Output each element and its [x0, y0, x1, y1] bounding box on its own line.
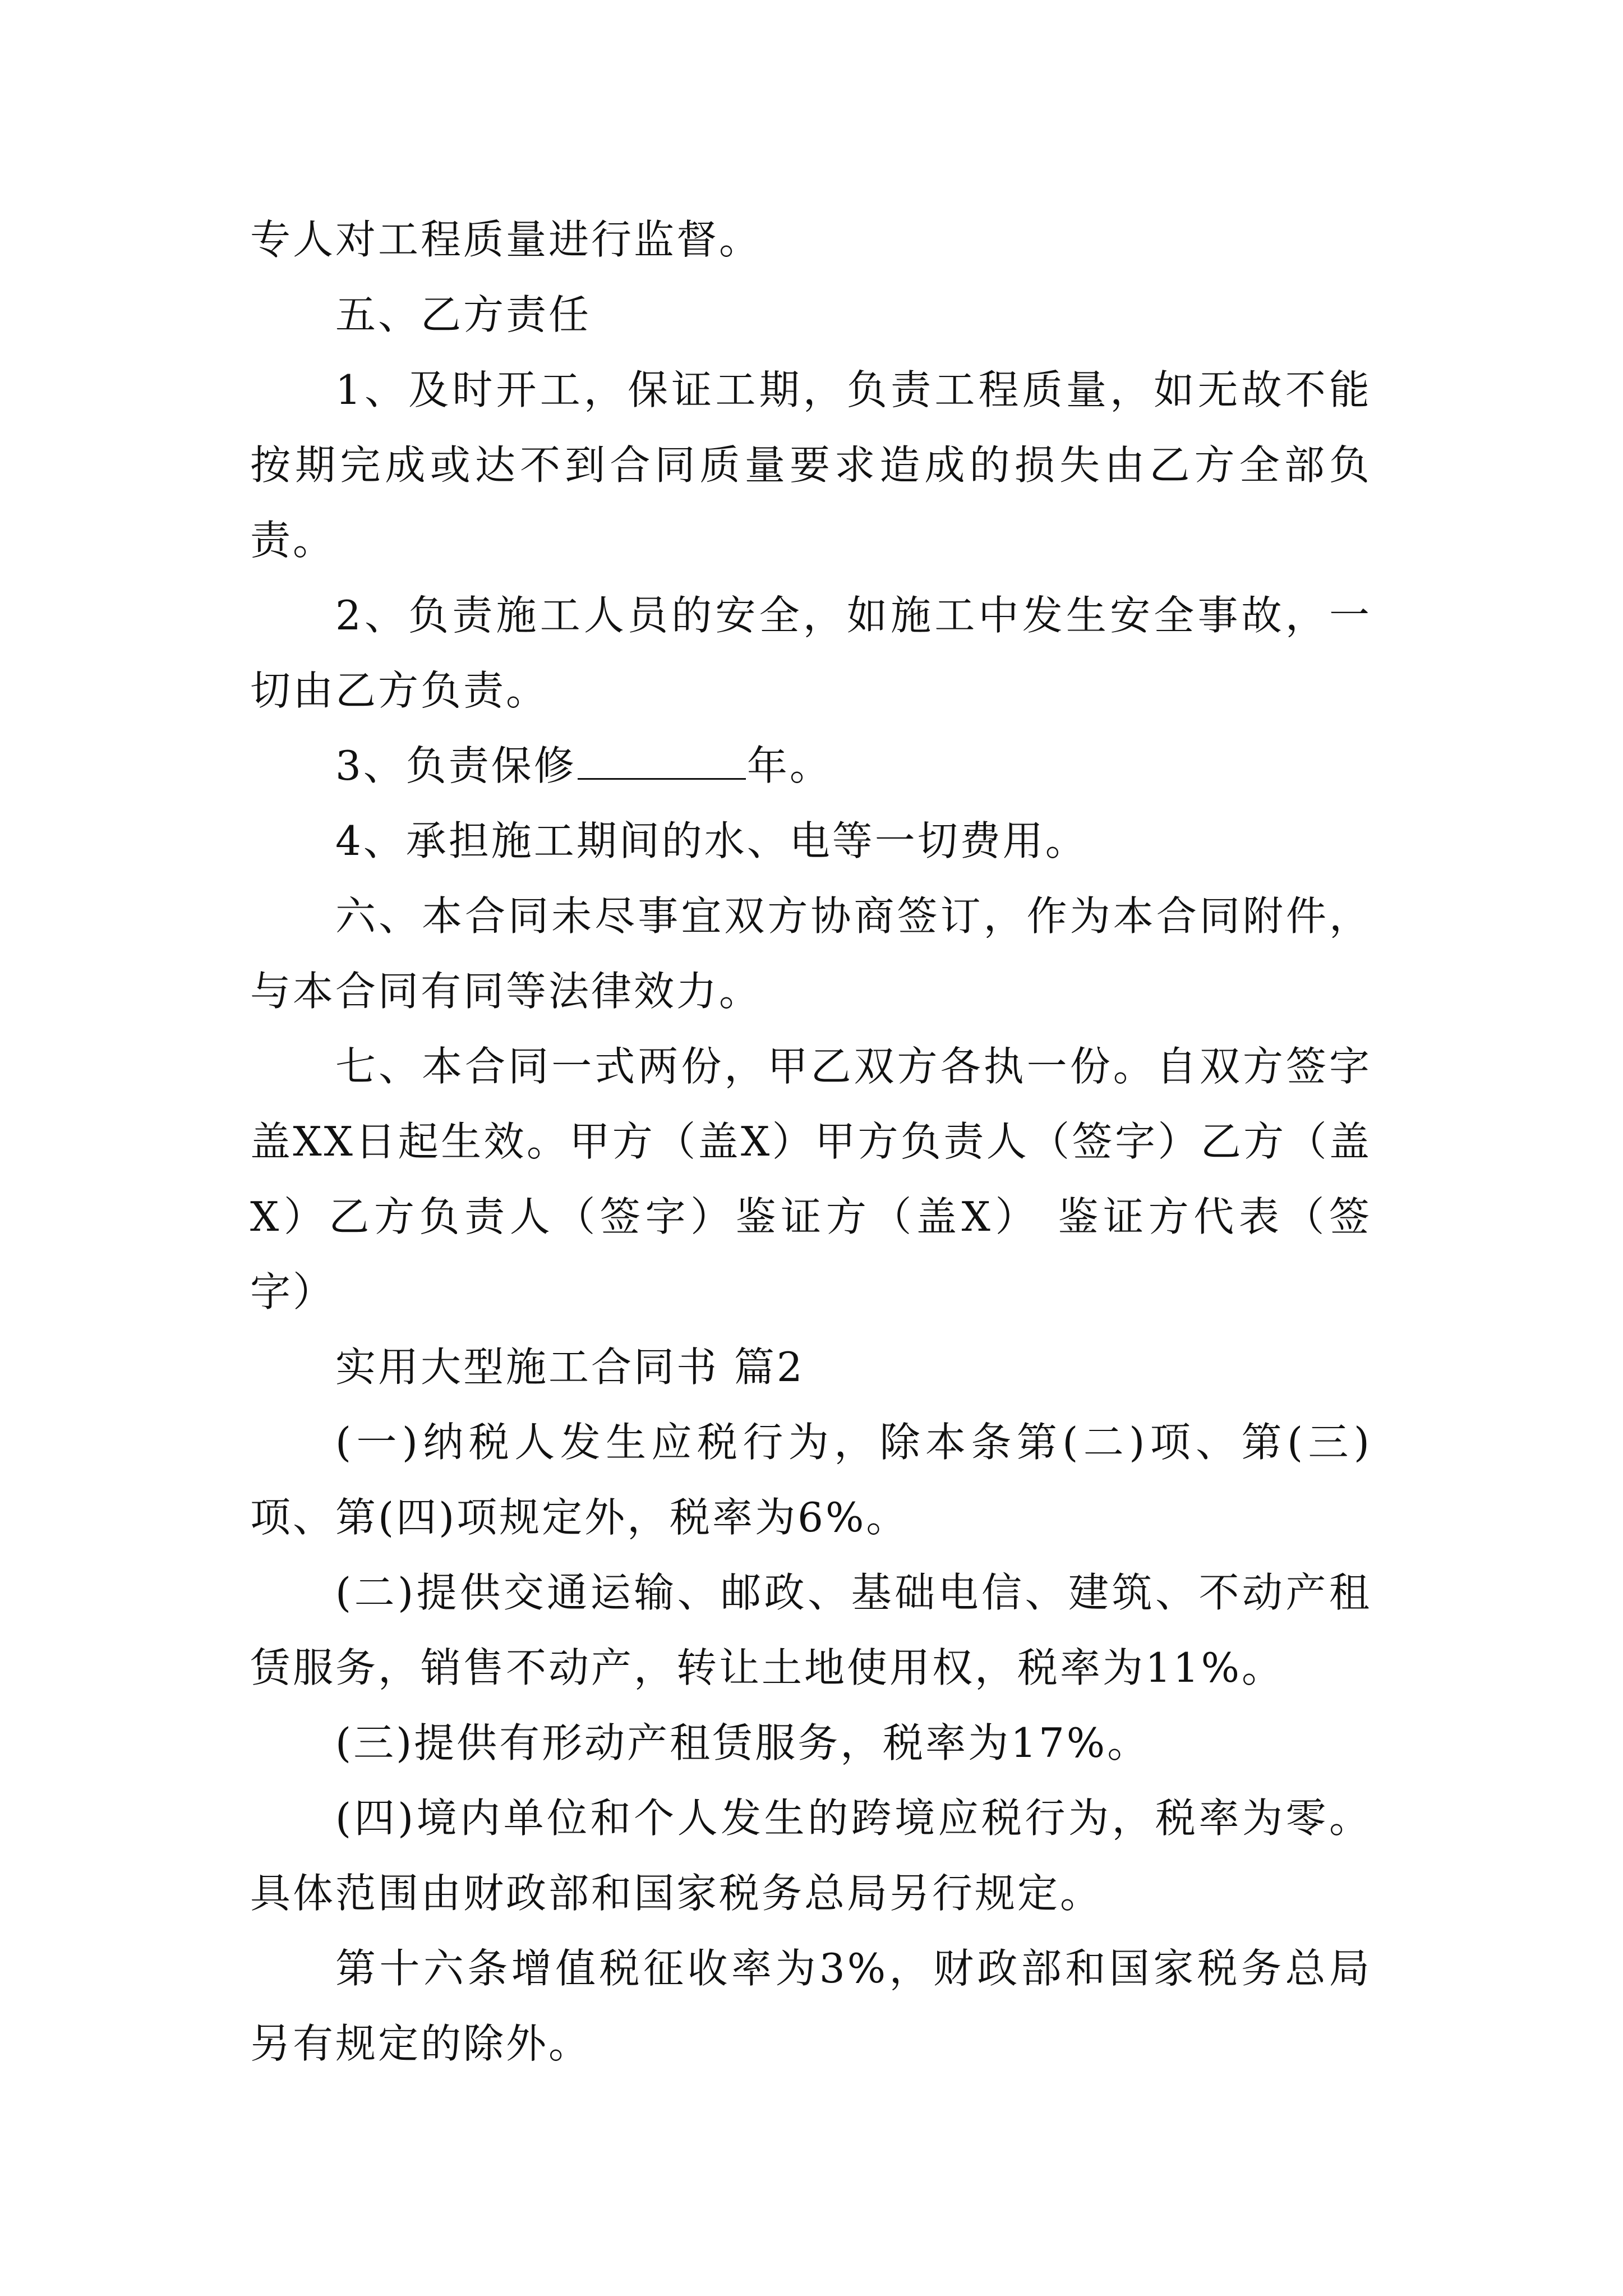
tax-item-3: (三)提供有形动产租赁服务，税率为17%。 [335, 1719, 1150, 1766]
tax-item-1: (一)纳税人发生应税行为，除本条第(二)项、第(三)项、第(四)项规定外，税率为6%。 [250, 1419, 1372, 1541]
tax-item-2: (二)提供交通运输、邮政、基础电信、建筑、不动产租赁服务，销售不动产，转让土地使用权，税率为11%。 [250, 1569, 1372, 1691]
clause-3-text-after: 年。 [746, 742, 832, 789]
clause-2-safety: 2、负责施工人员的安全，如施工中发生安全事故，一切由乙方负责。 [250, 592, 1372, 714]
warranty-years-blank [578, 741, 746, 780]
clause-4-expenses: 4、承担施工期间的水、电等一切费用。 [335, 817, 1088, 864]
section-heading-party-b-responsibility: 五、乙方责任 [335, 291, 592, 338]
article-16-levy-rate: 第十六条增值税征收率为3%，财政部和国家税务总局另有规定的除外。 [250, 1945, 1372, 2067]
clause-1-schedule-quality: 1、及时开工，保证工期，负责工程质量，如无故不能按期完成或达不到合同质量要求造成的损失由乙方全部负责。 [250, 366, 1372, 564]
document-body [250, 202, 1372, 2081]
paragraph-supervision: 专人对工程质量进行监督。 [250, 216, 762, 263]
section-6-supplement: 六、本合同未尽事宜双方协商签订，作为本合同附件，与本合同有同等法律效力。 [250, 892, 1372, 1015]
section-7-copies-signatures: 七、本合同一式两份，甲乙双方各执一份。自双方签字盖XX日起生效。甲方（盖X）甲方负责人（签字）乙方（盖X）乙方负责人（签字）鉴证方（盖X） 鉴证方代表（签字） [250, 1043, 1372, 1315]
tax-item-4: (四)境内单位和个人发生的跨境应税行为，税率为零。具体范围由财政部和国家税务总局另行规定。 [250, 1795, 1372, 1917]
article-2-title: 实用大型施工合同书 篇2 [335, 1343, 805, 1391]
clause-3-text-before: 3、负责保修 [335, 742, 577, 789]
clause-3-warranty [250, 728, 1372, 803]
